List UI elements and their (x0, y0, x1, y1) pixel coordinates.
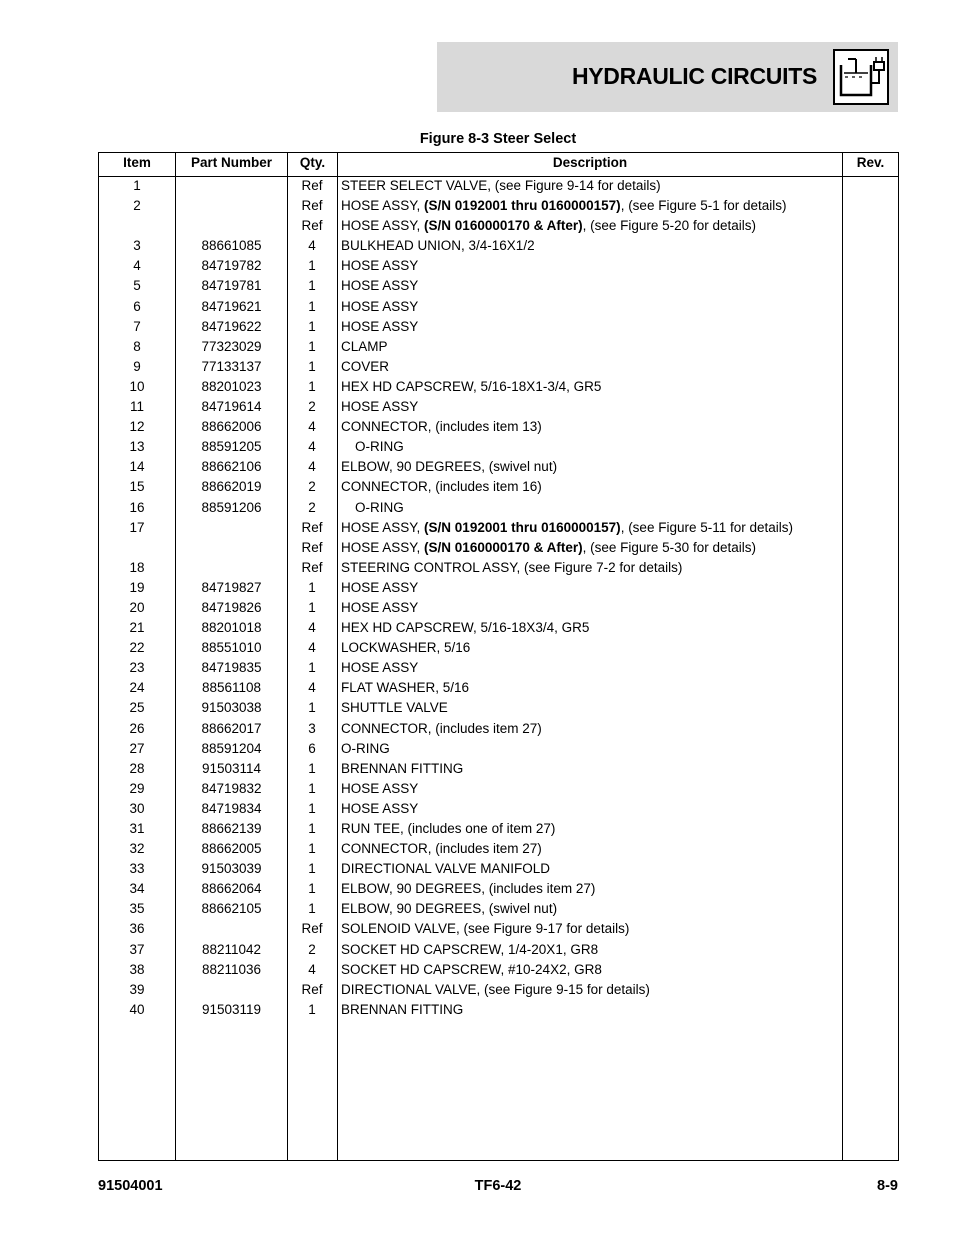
description-text: HOSE ASSY, (341, 519, 425, 535)
item-number: 21 (129, 620, 145, 636)
table-row (99, 216, 898, 236)
table-row (99, 618, 898, 638)
description (341, 299, 418, 314)
quantity: 1 (308, 881, 316, 897)
quantity: 6 (308, 740, 316, 756)
table-row (99, 799, 898, 819)
table-row (99, 1000, 898, 1020)
quantity: 2 (308, 479, 316, 495)
description (341, 721, 542, 736)
footer-document-number: 91504001 (98, 1178, 163, 1194)
item-number: 25 (129, 700, 145, 716)
table-row (99, 739, 898, 759)
quantity: 1 (308, 800, 316, 816)
description (341, 841, 542, 856)
item-number: 28 (129, 760, 145, 776)
item-number: 16 (129, 499, 145, 515)
quantity: 1 (308, 760, 316, 776)
item-number: 12 (129, 419, 145, 435)
table-row (99, 176, 898, 196)
item-number: 29 (129, 780, 145, 796)
table-row (99, 638, 898, 658)
description-text: HOSE ASSY (341, 780, 419, 796)
quantity: Ref (301, 981, 323, 997)
table-row (99, 698, 898, 718)
description (341, 921, 629, 936)
part-number: 88662005 (201, 841, 262, 857)
item-number: 27 (129, 740, 145, 756)
quantity: 1 (308, 1001, 316, 1017)
table-row (99, 276, 898, 296)
description (341, 540, 756, 555)
description-text: HOSE ASSY, (341, 539, 425, 555)
item-number: 30 (129, 800, 145, 816)
description (341, 640, 470, 655)
item-number: 22 (129, 640, 145, 656)
description (341, 901, 557, 916)
description-text: , (see Figure 5-30 for details) (582, 539, 756, 555)
part-number: 84719622 (201, 318, 262, 334)
serial-range: (S/N 0160000170 & After) (424, 218, 583, 234)
table-row (99, 317, 898, 337)
description (341, 479, 542, 494)
item-number: 2 (133, 198, 141, 214)
table-row (99, 518, 898, 538)
description-text: HOSE ASSY (341, 599, 419, 615)
table-row (99, 236, 898, 256)
quantity: Ref (301, 539, 323, 555)
description-text: HOSE ASSY, (341, 218, 425, 234)
description-text: HOSE ASSY (341, 318, 419, 334)
part-number: 88211042 (201, 941, 262, 957)
quantity: 1 (308, 258, 316, 274)
hydraulic-reservoir-icon (833, 49, 889, 105)
description (341, 419, 542, 434)
part-number: 88662006 (201, 419, 262, 435)
part-number: 88551010 (201, 640, 262, 656)
description (341, 359, 389, 374)
quantity: 1 (308, 579, 316, 595)
table-row (99, 598, 898, 618)
table-row (99, 498, 898, 518)
item-number: 15 (129, 479, 145, 495)
part-number: 84719614 (201, 399, 262, 415)
description (341, 379, 601, 394)
table-row (99, 357, 898, 377)
quantity: 4 (308, 620, 316, 636)
description-text: SOCKET HD CAPSCREW, 1/4-20X1, GR8 (341, 941, 599, 957)
description (341, 600, 418, 615)
item-number: 32 (129, 841, 145, 857)
description (341, 198, 787, 213)
description (341, 821, 555, 836)
description (355, 500, 404, 515)
part-number: 84719782 (201, 258, 262, 274)
table-row (99, 980, 898, 1000)
quantity: 1 (308, 700, 316, 716)
description (341, 580, 418, 595)
part-number: 88211036 (201, 961, 262, 977)
description-text: COVER (341, 358, 390, 374)
description-text: HEX HD CAPSCREW, 5/16-18X3/4, GR5 (341, 620, 590, 636)
table-row (99, 477, 898, 497)
description (341, 660, 418, 675)
description-text: STEERING CONTROL ASSY, (see Figure 7-2 for details) (341, 559, 683, 575)
part-number: 84719827 (201, 579, 262, 595)
part-number: 88201018 (201, 620, 262, 636)
description-text: HOSE ASSY (341, 800, 419, 816)
quantity: Ref (301, 218, 323, 234)
item-number: 40 (129, 1001, 145, 1017)
part-number: 88561108 (201, 680, 262, 696)
description-text: CONNECTOR, (includes item 13) (341, 419, 542, 435)
section-title: HYDRAULIC CIRCUITS (571, 63, 817, 89)
description (341, 319, 418, 334)
table-row (99, 899, 898, 919)
serial-range: (S/N 0160000170 & After) (424, 539, 583, 555)
item-number: 13 (129, 439, 145, 455)
part-number: 84719621 (201, 298, 262, 314)
quantity: 2 (308, 399, 316, 415)
item-number: 33 (129, 861, 145, 877)
part-number: 77323029 (201, 338, 262, 354)
quantity: 1 (308, 599, 316, 615)
description (341, 781, 418, 796)
description-text: SHUTTLE VALVE (341, 700, 448, 716)
quantity: 1 (308, 278, 316, 294)
table-row (99, 919, 898, 939)
table-row (99, 397, 898, 417)
part-number: 88662019 (201, 479, 262, 495)
item-number: 19 (129, 579, 145, 595)
quantity: Ref (301, 921, 323, 937)
description-text: , (see Figure 5-1 for details) (620, 198, 787, 214)
quantity: 4 (308, 961, 316, 977)
part-number: 84719834 (201, 800, 262, 816)
item-number: 8 (133, 338, 141, 354)
description (341, 801, 418, 816)
description (341, 459, 557, 474)
item-number: 6 (133, 298, 141, 314)
item-number: 26 (129, 720, 145, 736)
part-number: 91503039 (201, 861, 262, 877)
table-row (99, 437, 898, 457)
description-text: DIRECTIONAL VALVE MANIFOLD (341, 861, 551, 877)
table-row (99, 960, 898, 980)
description (341, 278, 418, 293)
description-text: FLAT WASHER, 5/16 (341, 680, 470, 696)
part-number: 91503114 (201, 760, 262, 776)
table-row (99, 658, 898, 678)
quantity: 1 (308, 780, 316, 796)
description (341, 982, 650, 997)
quantity: 4 (308, 680, 316, 696)
table-row (99, 457, 898, 477)
quantity: 4 (308, 640, 316, 656)
description (341, 881, 595, 896)
description-text: BRENNAN FITTING (341, 760, 464, 776)
part-number: 88591205 (201, 439, 262, 455)
quantity: 4 (308, 439, 316, 455)
quantity: Ref (301, 178, 323, 193)
description-text: HOSE ASSY (341, 278, 419, 294)
table-row (99, 759, 898, 779)
item-number: 31 (129, 821, 145, 836)
footer-code: TF6-42 (474, 1178, 522, 1194)
description-text: SOCKET HD CAPSCREW, #10-24X2, GR8 (341, 961, 602, 977)
part-number: 88591206 (201, 499, 262, 515)
item-number: 24 (129, 680, 145, 696)
description-text: HOSE ASSY (341, 258, 419, 274)
quantity: 1 (308, 901, 316, 917)
item-number: 38 (129, 961, 145, 977)
description-text: HOSE ASSY (341, 399, 419, 415)
description-text: LOCKWASHER, 5/16 (341, 640, 471, 656)
quantity: 3 (308, 720, 316, 736)
parts-table (98, 152, 899, 1161)
description-text: BULKHEAD UNION, 3/4-16X1/2 (341, 238, 535, 254)
description-text: O-RING (341, 740, 390, 756)
item-number: 34 (129, 881, 145, 897)
quantity: 1 (308, 318, 316, 334)
part-number: 88591204 (201, 740, 262, 756)
item-number: 23 (129, 660, 145, 676)
description-text: CONNECTOR, (includes item 27) (341, 841, 542, 857)
serial-range: (S/N 0192001 thru 0160000157) (424, 198, 621, 214)
part-number: 88662017 (201, 720, 262, 736)
part-number: 77133137 (201, 358, 262, 374)
column-header-description: Description (552, 155, 628, 170)
description (341, 962, 602, 977)
table-row (99, 337, 898, 357)
part-number: 91503119 (201, 1001, 262, 1017)
quantity: 1 (308, 338, 316, 354)
table-row (99, 417, 898, 437)
description-text: HOSE ASSY (341, 660, 419, 676)
part-number: 88662139 (201, 821, 262, 836)
description-text: HOSE ASSY (341, 579, 419, 595)
part-number: 84719832 (201, 780, 262, 796)
description (341, 861, 550, 876)
description (341, 218, 756, 233)
table-row (99, 819, 898, 839)
description-text: , (see Figure 5-11 for details) (620, 519, 794, 535)
table-row (99, 256, 898, 276)
part-number: 88662064 (201, 881, 262, 897)
column-header-rev: Rev. (856, 155, 885, 170)
table-row (99, 196, 898, 216)
quantity: Ref (301, 519, 323, 535)
table-row (99, 558, 898, 578)
description-text: DIRECTIONAL VALVE, (see Figure 9-15 for details) (341, 981, 650, 997)
item-number: 35 (129, 901, 145, 917)
table-row (99, 297, 898, 317)
description-text: O-RING (355, 439, 404, 455)
quantity: 1 (308, 841, 316, 857)
description (341, 700, 448, 715)
table-row (99, 940, 898, 960)
description (341, 560, 682, 575)
description (341, 761, 463, 776)
part-number: 84719826 (201, 599, 262, 615)
description-text: ELBOW, 90 DEGREES, (swivel nut) (341, 459, 558, 475)
parts-table-body (99, 176, 898, 1020)
quantity: 2 (308, 941, 316, 957)
table-row (99, 578, 898, 598)
quantity: 4 (308, 238, 316, 254)
description (341, 339, 388, 354)
part-number: 84719781 (201, 278, 262, 294)
description (341, 238, 535, 253)
description-text: ELBOW, 90 DEGREES, (includes item 27) (341, 881, 596, 897)
item-number: 20 (129, 599, 145, 615)
quantity: 2 (308, 499, 316, 515)
table-row (99, 678, 898, 698)
item-number: 9 (133, 358, 141, 374)
description-text: SOLENOID VALVE, (see Figure 9-17 for details) (341, 921, 630, 937)
table-row (99, 719, 898, 739)
figure-title: Figure 8-3 Steer Select (419, 131, 577, 147)
description (341, 399, 418, 414)
quantity: 1 (308, 298, 316, 314)
item-number: 18 (129, 559, 145, 575)
description (341, 620, 589, 635)
description (341, 258, 418, 273)
item-number: 1 (133, 178, 141, 193)
item-number: 36 (129, 921, 145, 937)
item-number: 10 (129, 378, 145, 394)
item-number: 4 (133, 258, 141, 274)
item-number: 5 (133, 278, 141, 294)
description (341, 741, 390, 756)
part-number: 88662106 (201, 459, 262, 475)
table-row (99, 377, 898, 397)
part-number: 88661085 (201, 238, 262, 254)
description-text: , (see Figure 5-20 for details) (582, 218, 756, 234)
item-number: 11 (129, 399, 144, 415)
description-text: CONNECTOR, (includes item 27) (341, 720, 542, 736)
table-row (99, 859, 898, 879)
description-text: RUN TEE, (includes one of item 27) (341, 821, 556, 836)
table-row (99, 839, 898, 859)
quantity: 1 (308, 861, 316, 877)
description-text: ELBOW, 90 DEGREES, (swivel nut) (341, 901, 558, 917)
item-number: 39 (129, 981, 145, 997)
description (341, 680, 469, 695)
description (341, 178, 661, 193)
description (341, 520, 793, 535)
column-header-item: Item (123, 155, 151, 170)
quantity: Ref (301, 559, 323, 575)
table-row (99, 779, 898, 799)
section-header (437, 42, 898, 112)
table-row (99, 538, 898, 558)
quantity: 1 (308, 821, 316, 836)
description-text: CONNECTOR, (includes item 16) (341, 479, 542, 495)
description (355, 439, 404, 454)
description-text: HOSE ASSY, (341, 198, 425, 214)
description (341, 1002, 463, 1017)
item-number: 17 (129, 519, 145, 535)
description (341, 942, 598, 957)
description-text: O-RING (355, 499, 404, 515)
quantity: 4 (308, 459, 316, 475)
quantity: 1 (308, 358, 316, 374)
footer-page-number: 8-9 (877, 1178, 898, 1194)
column-header-qty: Qty. (299, 155, 326, 170)
item-number: 3 (133, 238, 141, 254)
quantity: 4 (308, 419, 316, 435)
item-number: 7 (133, 318, 141, 334)
description-text: STEER SELECT VALVE, (see Figure 9-14 for details) (341, 178, 661, 193)
item-number: 37 (129, 941, 145, 957)
part-number: 84719835 (201, 660, 262, 676)
quantity: 1 (308, 660, 316, 676)
quantity: 1 (308, 378, 316, 394)
description-text: CLAMP (341, 338, 388, 354)
quantity: Ref (301, 198, 323, 214)
description-text: HOSE ASSY (341, 298, 419, 314)
item-number: 14 (129, 459, 145, 475)
description-text: HEX HD CAPSCREW, 5/16-18X1-3/4, GR5 (341, 378, 602, 394)
description-text: BRENNAN FITTING (341, 1001, 464, 1017)
serial-range: (S/N 0192001 thru 0160000157) (424, 519, 621, 535)
part-number: 88201023 (201, 378, 262, 394)
table-row (99, 879, 898, 899)
part-number: 88662105 (201, 901, 262, 917)
part-number: 91503038 (201, 700, 262, 716)
column-header-part-number: Part Number (190, 155, 273, 170)
